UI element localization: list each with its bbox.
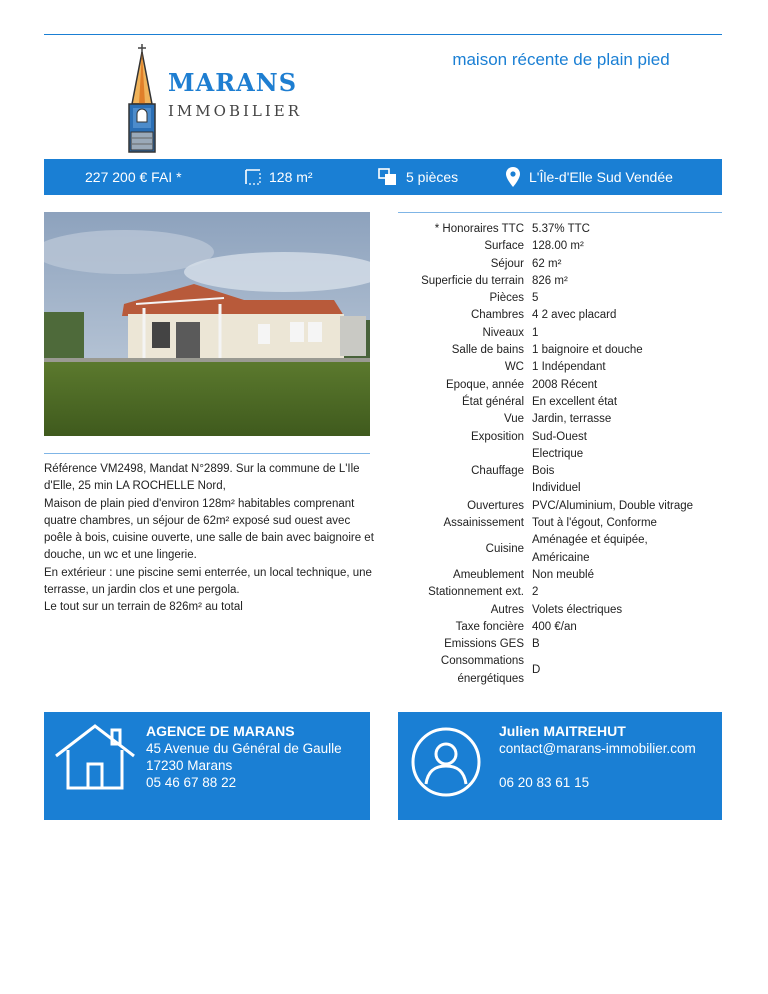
spec-row bbox=[398, 636, 722, 653]
spec-value: PVC/Aluminium, Double vitrage bbox=[532, 499, 694, 512]
contact-name: Julien MAITREHUT bbox=[499, 723, 626, 739]
spec-row bbox=[398, 342, 722, 359]
spec-value: Sud-Ouest bbox=[532, 430, 587, 443]
spec-row bbox=[398, 273, 722, 290]
spec-label: Emissions GES bbox=[444, 638, 524, 651]
contact-phone[interactable]: 06 20 83 61 15 bbox=[499, 775, 590, 790]
spec-value: 1 bbox=[532, 326, 539, 339]
spec-label: Stationnement ext. bbox=[428, 586, 524, 599]
spec-value-line: Américaine bbox=[532, 551, 590, 564]
user-icon bbox=[410, 726, 482, 798]
spec-label bbox=[398, 653, 532, 688]
rooms-icon bbox=[378, 168, 398, 186]
price: 227 200 € FAI * bbox=[85, 169, 182, 185]
house-icon bbox=[52, 722, 138, 792]
spec-label: Autres bbox=[490, 603, 524, 616]
spec-value: Non meublé bbox=[532, 568, 595, 581]
spec-value-line: Electrique bbox=[532, 447, 584, 460]
spec-row bbox=[398, 567, 722, 584]
spec-value: 1 Indépendant bbox=[532, 361, 606, 374]
spec-label: Cuisine bbox=[485, 542, 524, 555]
spec-row bbox=[398, 238, 722, 255]
spec-value bbox=[532, 446, 722, 498]
agency-phone[interactable]: 05 46 67 88 22 bbox=[146, 775, 237, 790]
agency-name: AGENCE DE MARANS bbox=[146, 723, 295, 739]
spec-row bbox=[398, 602, 722, 619]
spec-label: Niveaux bbox=[482, 326, 524, 339]
specs-table bbox=[398, 221, 722, 688]
spec-label: État général bbox=[461, 395, 524, 408]
spec-label: WC bbox=[504, 361, 524, 374]
property-photo bbox=[44, 212, 370, 436]
spec-label: Epoque, année bbox=[445, 378, 524, 391]
spec-label: Chambres bbox=[470, 309, 524, 322]
description bbox=[44, 461, 374, 617]
spec-label: Pièces bbox=[489, 292, 524, 305]
spec-label: Salle de bains bbox=[451, 344, 524, 357]
spec-value: 5 bbox=[532, 292, 539, 305]
spec-value: Volets électriques bbox=[532, 603, 623, 616]
spec-value: 4 2 avec placard bbox=[532, 309, 617, 322]
spec-row bbox=[398, 532, 722, 567]
listing-title: maison récente de plain pied bbox=[452, 50, 670, 69]
spec-value: Tout à l'égout, Conforme bbox=[532, 517, 657, 530]
spec-value: 5.37% TTC bbox=[532, 223, 590, 235]
spec-value: En excellent état bbox=[532, 395, 618, 408]
spec-value: D bbox=[532, 664, 541, 677]
description-line: Maison de plain pied d'environ 128m² habitables comprenant quatre chambres, un séjour de 62m² exposé sud ouest avec poêle à bois, cuisine ouverte, une salle de bain avec baignoire et douche, un wc et une lingerie. bbox=[44, 497, 374, 562]
spec-row bbox=[398, 325, 722, 342]
spec-label-line: énergétiques bbox=[457, 672, 524, 685]
spec-value: 62 m² bbox=[532, 257, 562, 270]
spec-label: Ouvertures bbox=[467, 499, 524, 512]
spec-row bbox=[398, 619, 722, 636]
agency-logo bbox=[112, 44, 302, 154]
contact-card bbox=[398, 712, 722, 820]
logo-title: MARANS bbox=[168, 68, 298, 97]
house-photo bbox=[44, 212, 370, 436]
spec-row bbox=[398, 498, 722, 515]
spec-row bbox=[398, 256, 722, 273]
bell-tower-icon bbox=[112, 44, 172, 154]
room-count: 5 pièces bbox=[406, 169, 459, 185]
spec-row bbox=[398, 653, 722, 688]
spec-label: Chauffage bbox=[471, 465, 524, 478]
area-icon bbox=[244, 168, 262, 186]
spec-label-line: Consommations bbox=[440, 655, 524, 668]
location: L'Île-d'Elle Sud Vendée bbox=[529, 169, 673, 185]
description-line: Référence VM2498, Mandat N°2899. Sur la commune de L'Ile d'Elle, 25 min LA ROCHELLE Nord, bbox=[44, 463, 360, 493]
spec-label: Séjour bbox=[490, 257, 524, 270]
contact-email[interactable]: contact@marans-immobilier.com bbox=[499, 741, 696, 756]
spec-label: Ameublement bbox=[453, 568, 524, 581]
location-pin-icon bbox=[506, 167, 520, 187]
spec-row bbox=[398, 307, 722, 324]
agency-city: 17230 Marans bbox=[146, 758, 233, 773]
description-line: Le tout sur un terrain de 826m² au total bbox=[44, 601, 243, 614]
spec-label: Surface bbox=[484, 240, 524, 253]
spec-row bbox=[398, 411, 722, 428]
spec-value: B bbox=[532, 638, 540, 651]
description-line: En extérieur : une piscine semi enterrée, un local technique, une terrasse, un jardin clos et une pergola. bbox=[44, 566, 372, 597]
spec-value: Jardin, terrasse bbox=[532, 413, 612, 426]
spec-row bbox=[398, 446, 722, 498]
spec-value: 400 €/an bbox=[532, 620, 577, 633]
spec-label: * Honoraires TTC bbox=[434, 223, 524, 235]
spec-value bbox=[532, 532, 722, 567]
spec-value: 128.00 m² bbox=[532, 240, 584, 253]
spec-label: Assainissement bbox=[443, 517, 524, 530]
agency-address: 45 Avenue du Général de Gaulle bbox=[146, 741, 342, 756]
specs-divider bbox=[398, 212, 722, 213]
spec-value: 2008 Récent bbox=[532, 378, 598, 391]
spec-label: Exposition bbox=[470, 430, 524, 443]
spec-row bbox=[398, 290, 722, 307]
spec-label: Vue bbox=[503, 413, 524, 426]
spec-value-line: Bois bbox=[532, 465, 555, 478]
spec-row bbox=[398, 221, 722, 238]
spec-row bbox=[398, 377, 722, 394]
spec-label: Taxe foncière bbox=[455, 620, 524, 633]
top-divider bbox=[44, 34, 722, 35]
logo-subtitle: IMMOBILIER bbox=[168, 102, 303, 120]
spec-row bbox=[398, 584, 722, 601]
spec-row bbox=[398, 394, 722, 411]
spec-row bbox=[398, 515, 722, 532]
surface-area: 128 m² bbox=[269, 169, 313, 185]
spec-row bbox=[398, 359, 722, 376]
description-divider bbox=[44, 453, 370, 454]
spec-value: 1 baignoire et douche bbox=[532, 344, 643, 357]
spec-value: 826 m² bbox=[532, 274, 568, 287]
agency-card bbox=[44, 712, 370, 820]
spec-value-line: Individuel bbox=[532, 482, 581, 495]
spec-label: Superficie du terrain bbox=[421, 274, 524, 287]
spec-value-line: Aménagée et équipée, bbox=[532, 534, 648, 547]
spec-row bbox=[398, 429, 722, 446]
spec-value: 2 bbox=[532, 586, 539, 599]
info-bar bbox=[44, 159, 722, 195]
